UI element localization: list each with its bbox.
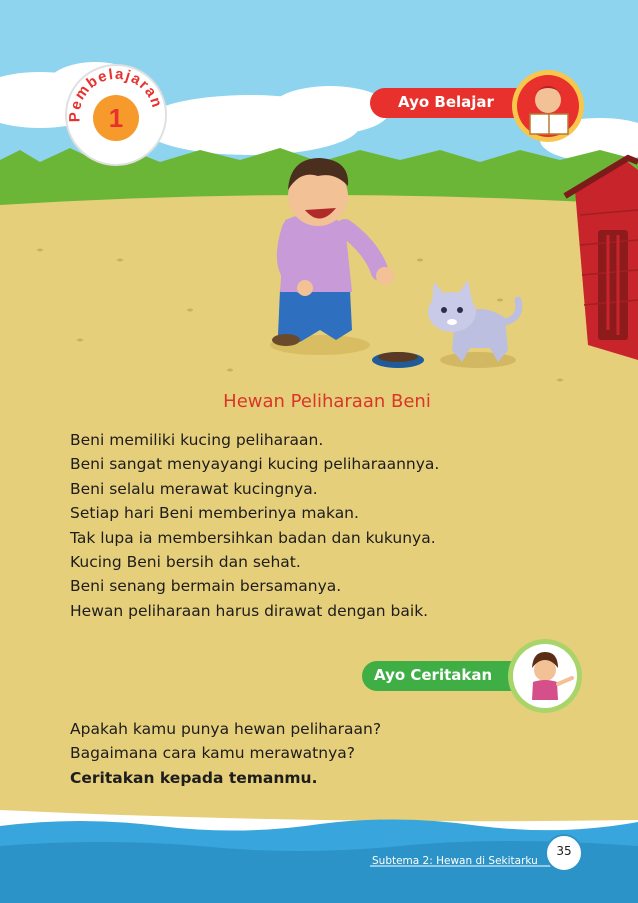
story-title: Hewan Peliharaan Beni bbox=[223, 391, 431, 412]
story-line: Tak lupa ia membersihkan badan dan kukunya. bbox=[70, 528, 436, 547]
story-line: Beni selalu merawat kucingnya. bbox=[70, 479, 318, 498]
lesson-word: Pembelajaran bbox=[66, 65, 166, 123]
questions-text bbox=[70, 717, 381, 790]
question-line: Bagaimana cara kamu merawatnya? bbox=[70, 744, 355, 763]
story-text bbox=[70, 428, 439, 623]
footer-band bbox=[0, 819, 638, 903]
lesson-number: 1 bbox=[108, 103, 124, 133]
story-line: Hewan peliharaan harus dirawat dengan baik. bbox=[70, 601, 429, 620]
ayo-ceritakan-label: Ayo Ceritakan bbox=[374, 666, 493, 684]
story-line: Setiap hari Beni memberinya makan. bbox=[70, 504, 359, 523]
instruction-line: Ceritakan kepada temanmu. bbox=[70, 768, 318, 787]
footer-subtheme: Subtema 2: Hewan di Sekitarku bbox=[372, 855, 538, 867]
ayo-belajar-label: Ayo Belajar bbox=[398, 93, 494, 111]
page-number: 35 bbox=[556, 844, 572, 858]
lesson-badge-text bbox=[0, 0, 240, 200]
story-line: Kucing Beni bersih dan sehat. bbox=[70, 553, 301, 572]
story-line: Beni memiliki kucing peliharaan. bbox=[70, 431, 324, 449]
story-line: Beni sangat menyayangi kucing peliharaannya. bbox=[70, 455, 440, 474]
story-line: Beni senang bermain bersamanya. bbox=[70, 577, 342, 596]
question-line: Apakah kamu punya hewan peliharaan? bbox=[70, 720, 382, 738]
cat-bowl bbox=[372, 352, 424, 368]
